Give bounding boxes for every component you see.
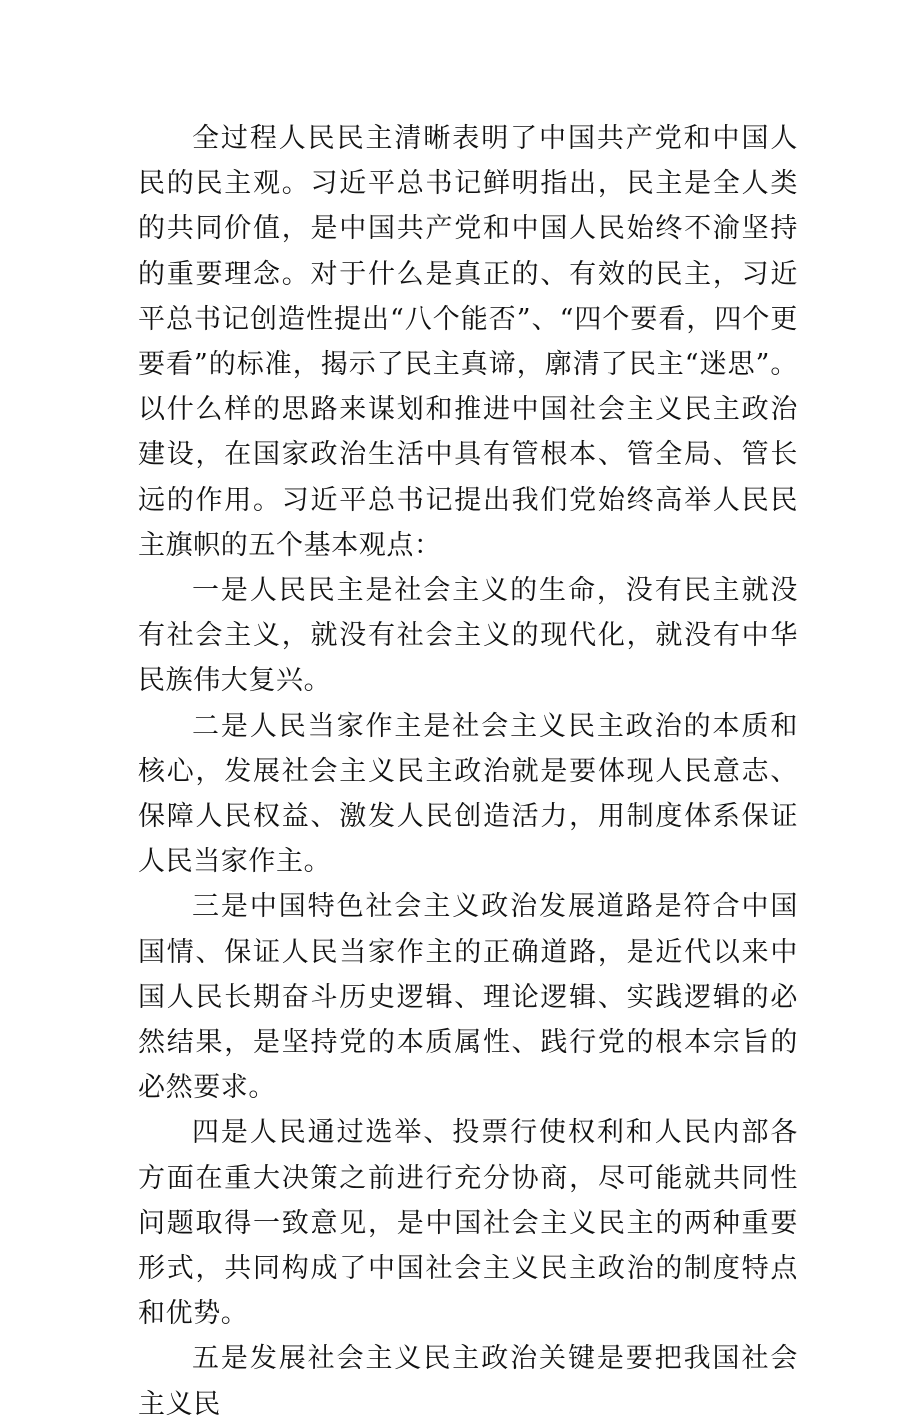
paragraph-point-one: 一是人民民主是社会主义的生命，没有民主就没有社会主义，就没有社会主义的现代化，就没有中华民族伟大复兴。 (138, 575, 798, 697)
paragraph-point-five: 五是发展社会主义民主政治关键是要把我国社会主义民 (138, 1343, 798, 1420)
document-body (138, 116, 798, 1427)
paragraph-point-three: 三是中国特色社会主义政治发展道路是符合中国国情、保证人民当家作主的正确道路，是近代以来中国人民长期奋斗历史逻辑、理论逻辑、实践逻辑的必然结果，是坚持党的本质属性、践行党的根本宗旨的必然要求。 (138, 891, 798, 1104)
paragraph-intro: 全过程人民民主清晰表明了中国共产党和中国人民的民主观。习近平总书记鲜明指出，民主是全人类的共同价值，是中国共产党和中国人民始终不渝坚持的重要理念。对于什么是真正的、有效的民主，习近平总书记创造性提出“八个能否”、“四个要看，四个更要看”的标准，揭示了民主真谛，廓清了民主“迷思”。以什么样的思路来谋划和推进中国社会主义民主政治建设，在国家政治生活中具有管根本、管全局、管长远的作用。习近平总书记提出我们党始终高举人民民主旗帜的五个基本观点： (138, 123, 798, 561)
paragraph-point-two: 二是人民当家作主是社会主义民主政治的本质和核心，发展社会主义民主政治就是要体现人民意志、保障人民权益、激发人民创造活力，用制度体系保证人民当家作主。 (138, 710, 798, 878)
paragraph-point-four: 四是人民通过选举、投票行使权利和人民内部各方面在重大决策之前进行充分协商，尽可能就共同性问题取得一致意见，是中国社会主义民主的两种重要形式，共同构成了中国社会主义民主政治的制度特点和优势。 (138, 1117, 798, 1330)
